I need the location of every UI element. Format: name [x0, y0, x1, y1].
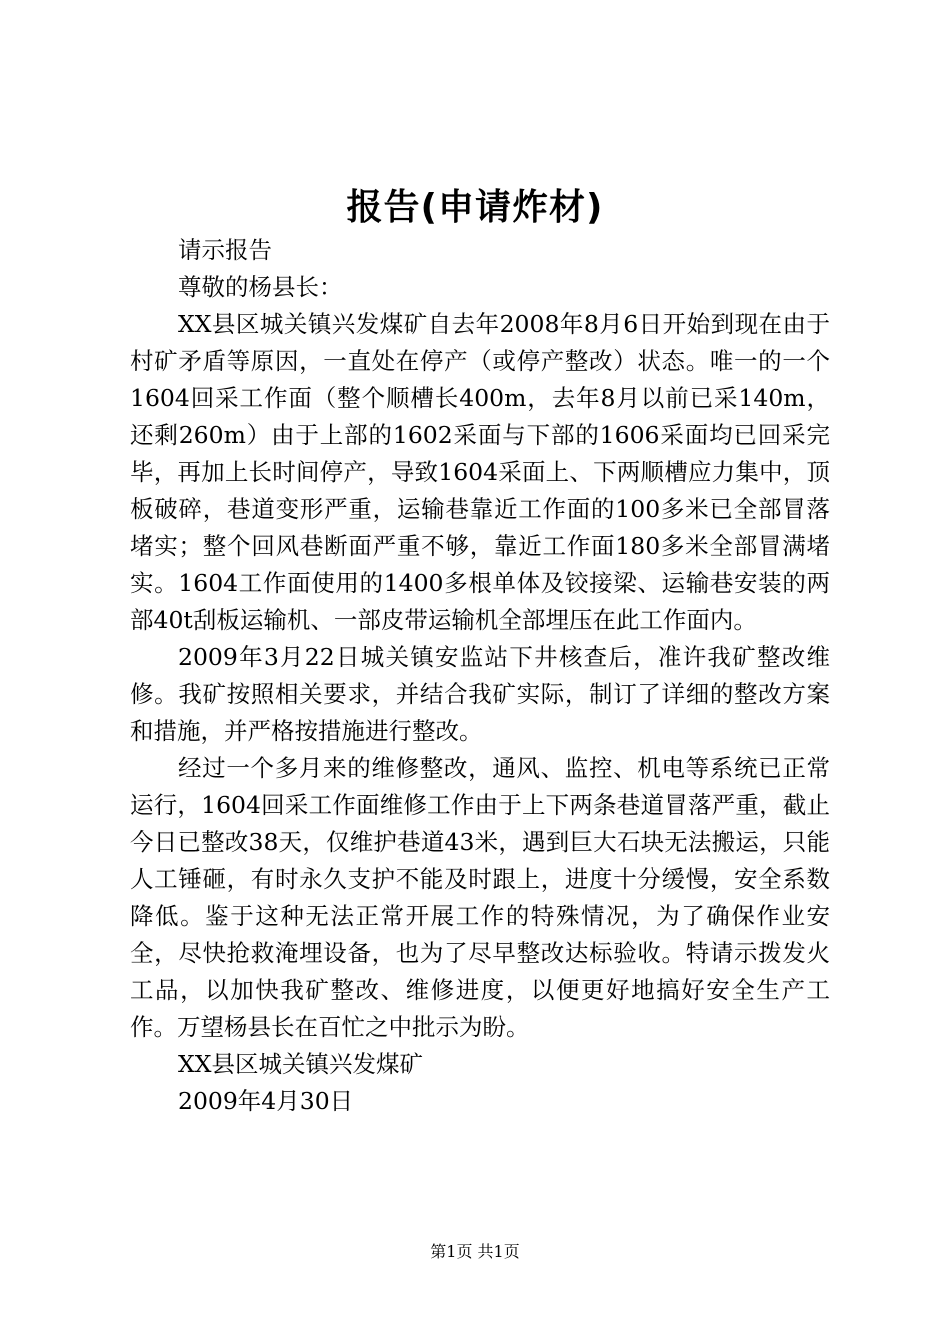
report-heading: 请示报告 — [178, 236, 272, 264]
signature-date: 2009年4月30日 — [178, 1087, 354, 1115]
paragraph-request: 经过一个多月来的维修整改，通风、监控、机电等系统已正常运行，1604回采工作面维修工作由于上下两条巷道冒落严重，截止今日已整改38天，仅维护巷道43米，遇到巨大石块无法搬运，只能人工锤砸，有时永久支护不能及时跟上，进度十分缓慢，安全系数降低。鉴于这种无法正常开展工作的特殊情况，为了确保作业安全，尽快抢救淹埋设备，也为了尽早整改达标验收。特请示拨发火工品，以加快我矿整改、维修进度，以便更好地搞好安全生产工作。万望杨县长在百忙之中批示为盼。 — [130, 754, 830, 1041]
document-body — [130, 232, 830, 1120]
paragraph-background: XX县区城关镇兴发煤矿自去年2008年8月6日开始到现在由于村矿矛盾等原因，一直处在停产（或停产整改）状态。唯一的一个1604回采工作面（整个顺槽长400m，去年8月以前已采140m，还剩260m）由于上部的1602采面与下部的1606采面均已回采完毕，再加上长时间停产，导致1604采面上、下两顺槽应力集中，顶板破碎，巷道变形严重，运输巷靠近工作面的100多米已全部冒落堵实；整个回风巷断面严重不够，靠近工作面180多米全部冒满堵实。1604工作面使用的1400多根单体及铰接梁、运输巷安装的两部40t刮板运输机、一部皮带运输机全部埋压在此工作面内。 — [130, 310, 830, 634]
signature-organization: XX县区城关镇兴发煤矿 — [178, 1050, 423, 1078]
paragraph-inspection: 2009年3月22日城关镇安监站下井核查后，准许我矿整改维修。我矿按照相关要求，并结合我矿实际，制订了详细的整改方案和措施，并严格按措施进行整改。 — [130, 643, 830, 745]
salutation: 尊敬的杨县长： — [178, 273, 343, 301]
document-title: 报告(申请炸材) — [346, 187, 604, 228]
page-footer: 第1页 共1页 — [430, 1242, 520, 1261]
